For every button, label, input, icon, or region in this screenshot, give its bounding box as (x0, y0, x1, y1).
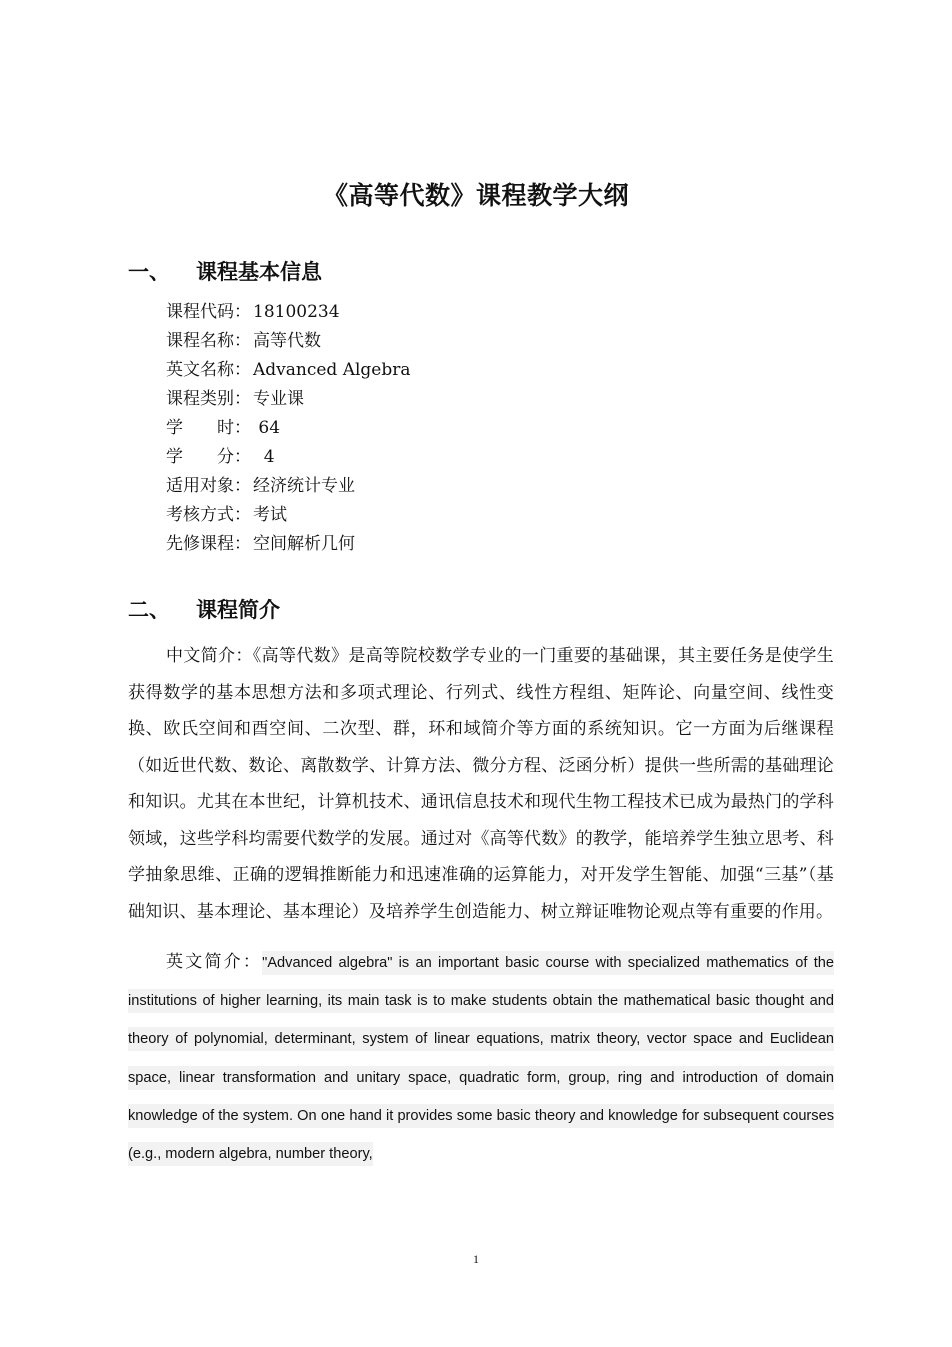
section-title: 课程基本信息 (196, 260, 322, 284)
info-row-credits (166, 443, 411, 472)
info-label: 适用对象： (166, 476, 251, 496)
info-value: 考试 (253, 505, 287, 525)
info-row-course-name (166, 327, 411, 356)
section-title: 课程简介 (196, 598, 280, 622)
section-number: 一、 (128, 260, 170, 284)
info-label: 学 时： (166, 418, 251, 438)
course-info-list (166, 298, 411, 559)
info-label: 英文名称： (166, 360, 251, 380)
info-value: 专业课 (253, 389, 304, 409)
info-label: 考核方式： (166, 505, 251, 525)
english-intro-label: 英文简介： (166, 952, 263, 972)
info-label: 先修课程： (166, 534, 251, 554)
info-value: 高等代数 (253, 331, 321, 351)
english-introduction-paragraph (128, 944, 834, 1173)
info-row-target-audience (166, 472, 411, 501)
page-number: 1 (473, 1252, 479, 1266)
section-heading-course-intro (128, 596, 280, 624)
info-row-assessment (166, 501, 411, 530)
info-value: Advanced Algebra (253, 360, 411, 380)
info-value: 经济统计专业 (253, 476, 355, 496)
section-heading-basic-info (128, 258, 322, 286)
info-label: 课程类别： (166, 389, 251, 409)
chinese-introduction-paragraph: 中文简介：《高等代数》是高等院校数学专业的一门重要的基础课，其主要任务是使学生获得数学的基本思想方法和多项式理论、行列式、线性方程组、矩阵论、向量空间、线性变换、欧氏空间和酉空间、二次型、群，环和域简介等方面的系统知识。它一方面为后继课程（如近世代数、数论、离散数学、计算方法、微分方程、泛函分析）提供一些所需的基础理论和知识。尤其在本世纪，计算机技术、通讯信息技术和现代生物工程技术已成为最热门的学科领域，这些学科均需要代数学的发展。通过对《高等代数》的教学，能培养学生独立思考、科学抽象思维、正确的逻辑推断能力和迅速准确的运算能力，对开发学生智能、加强“三基”（基础知识、基本理论、基本理论）及培养学生创造能力、树立辩证唯物论观点等有重要的作用。 (128, 646, 834, 922)
english-intro-text: "Advanced algebra" is an important basic course with specialized mathematics of the institutions of higher learning, its main task is to make students obtain the mathematical basic thought and theory of polynomial, determinant, system of linear equations, matrix theory, vector space and Euclidean space, linear transformation and unitary space, quadratic form, group, ring and introduction of domain knowledge of the system. On one hand it provides some basic theory and knowledge for subsequent courses (e.g., modern algebra, number theory, (128, 951, 834, 1166)
info-value: 18100234 (253, 302, 340, 322)
section-number: 二、 (128, 598, 170, 622)
info-row-prerequisites (166, 530, 411, 559)
info-row-course-category (166, 385, 411, 414)
info-value: 4 (253, 447, 275, 467)
info-label: 课程名称： (166, 331, 251, 351)
info-value: 64 (253, 418, 281, 438)
info-row-course-code (166, 298, 411, 327)
info-label: 课程代码： (166, 302, 251, 322)
info-row-english-name (166, 356, 411, 385)
info-row-hours (166, 414, 411, 443)
document-title: 《高等代数》课程教学大纲 (322, 181, 629, 210)
info-label: 学 分： (166, 447, 251, 467)
info-value: 空间解析几何 (253, 534, 355, 554)
